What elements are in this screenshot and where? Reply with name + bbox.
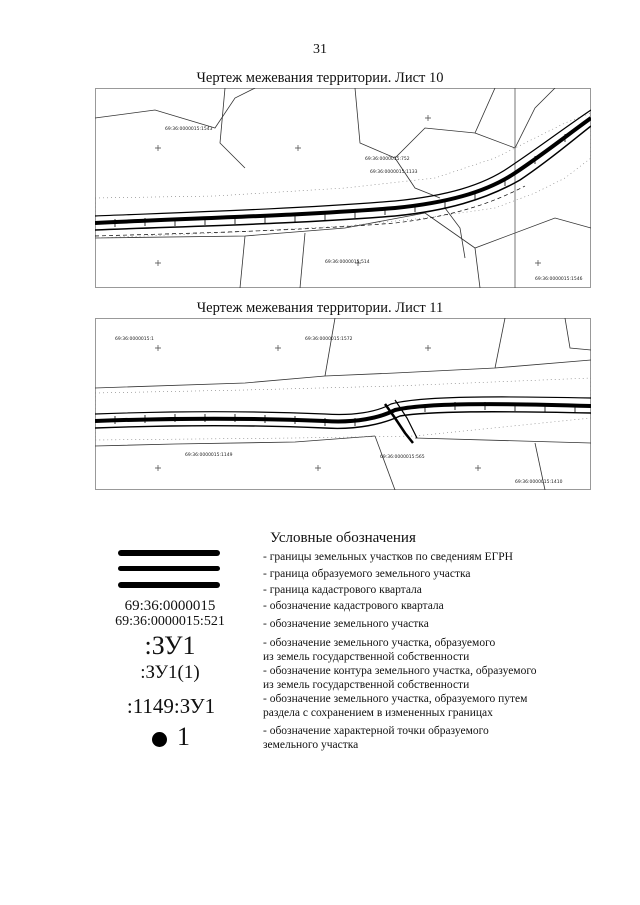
point-number: 1 xyxy=(177,722,190,751)
point-symbol xyxy=(146,722,196,752)
legend-desc: - обозначение кадастрового квартала xyxy=(263,600,444,612)
legend-desc: - граница кадастрового квартала xyxy=(263,584,422,596)
sheet-11-label: 69:36:0000015:1149 xyxy=(185,453,233,458)
page-number: 31 xyxy=(313,42,327,57)
legend-desc: - обозначение контура земельного участка, образуемого xyxy=(263,665,537,677)
legend-desc: - обозначение земельного участка xyxy=(263,618,429,630)
legend-desc: из земель государственной собственности xyxy=(263,651,470,663)
sheet-10-title: Чертеж межевания территории. Лист 10 xyxy=(196,70,444,86)
sheet-11-label: 69:36:0000015:1572 xyxy=(305,337,353,342)
land-plot-symbol: 69:36:0000015:521 xyxy=(115,614,225,629)
legend-desc: земельного участка xyxy=(263,739,359,751)
new-parcel-boundary-symbol xyxy=(118,566,220,571)
cadastral-block-symbol: 69:36:0000015 xyxy=(124,598,216,614)
sheet-10-label: 69:36:0000015:514 xyxy=(325,260,370,265)
sheet-10-label: 69:36:0000015:1546 xyxy=(535,277,583,282)
sheet-11-map xyxy=(95,318,591,490)
new-plot-symbol: :ЗУ1 xyxy=(144,631,196,660)
legend-desc: раздела с сохранением в измененных границах xyxy=(263,707,493,719)
legend-desc: - обозначение земельного участка, образуемого xyxy=(263,637,496,649)
legend-desc: - границы земельных участков по сведениям ЕГРН xyxy=(263,551,513,563)
point-dot-icon xyxy=(152,732,167,747)
legend-desc: - граница образуемого земельного участка xyxy=(263,568,471,580)
sheet-11-title: Чертеж межевания территории. Лист 11 xyxy=(196,300,444,316)
sheet-10-label: 69:36:0000015:1133 xyxy=(370,170,418,175)
sheet-11-label: 69:36:0000015:1410 xyxy=(515,480,563,485)
sheet-10-label: 69:36:0000015:752 xyxy=(365,157,410,162)
sheet-11-label: 69:36:0000015:565 xyxy=(380,455,425,460)
legend-desc: - обозначение земельного участка, образуемого путем xyxy=(263,693,528,705)
sheet-11-label: 69:36:0000015:1 xyxy=(115,337,154,342)
split-plot-symbol: :1149:ЗУ1 xyxy=(126,694,216,718)
cadastral-block-boundary-symbol xyxy=(118,582,220,588)
sheet-10-label: 69:36:0000015:1543 xyxy=(165,127,213,132)
legend-desc: - обозначение характерной точки образуемого xyxy=(263,725,489,737)
legend-header: Условные обозначения xyxy=(270,530,416,546)
sheet-10-map xyxy=(95,88,591,288)
legend-desc: из земель государственной собственности xyxy=(263,679,470,691)
plot-contour-symbol: :ЗУ1(1) xyxy=(140,662,200,683)
egrn-boundary-symbol xyxy=(118,550,220,556)
